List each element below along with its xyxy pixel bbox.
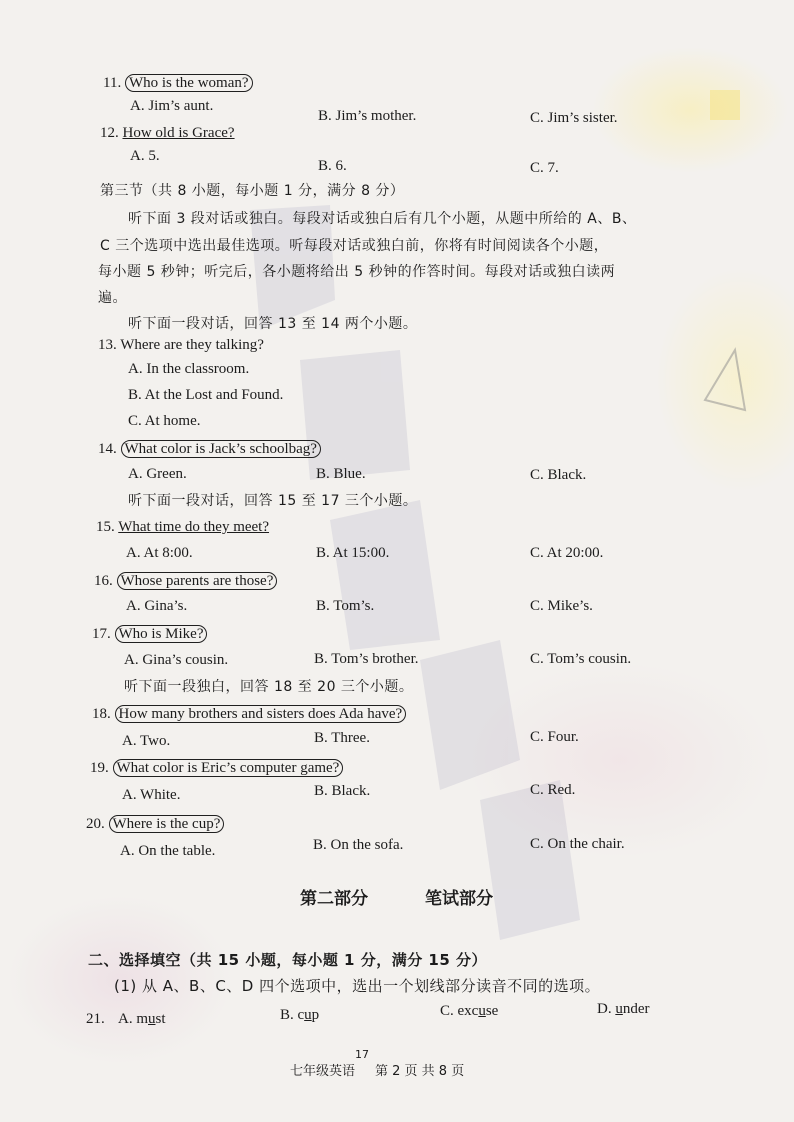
q21-option-c <box>440 1003 498 1020</box>
q11-option-a: A. Jim’s aunt. <box>130 98 214 114</box>
q11-text: Who is the woman? <box>125 74 253 92</box>
footer-subject: 七年级英语 <box>290 1064 356 1079</box>
yellow-triangle-mark <box>705 350 745 410</box>
q21-b-underlined: u <box>304 1007 312 1023</box>
q11-option-c: C. Jim’s sister. <box>530 110 618 126</box>
part2-label: 第二部分 <box>300 889 368 909</box>
q16-option-c: C. Mike’s. <box>530 598 593 614</box>
section3-instruction-4: 遍。 <box>98 290 127 306</box>
q21-c-prefix: C. exc <box>440 1003 479 1019</box>
q12-option-c: C. 7. <box>530 160 559 176</box>
q15-text: What time do they meet? <box>118 519 270 535</box>
q17-text: Who is Mike? <box>115 625 208 643</box>
q14-option-b: B. Blue. <box>316 466 366 482</box>
q21-b-prefix: B. c <box>280 1007 305 1023</box>
q20-num: 20. <box>86 816 105 832</box>
q15-option-a: A. At 8:00. <box>126 545 193 561</box>
q20-text: Where is the cup? <box>109 815 225 833</box>
q16-num: 16. <box>94 573 113 589</box>
q13-option-a: A. In the classroom. <box>128 361 250 377</box>
q21-num: 21. <box>86 1011 105 1027</box>
section3-instruction-2: C 三个选项中选出最佳选项。听每段对话或独白前，你将有时间阅读各个小题， <box>100 238 609 254</box>
q14-text: What color is Jack’s schoolbag? <box>121 440 321 458</box>
q16-question <box>94 572 277 590</box>
q18-option-b: B. Three. <box>314 730 370 746</box>
q14-option-a: A. Green. <box>128 466 187 482</box>
q13-text: Where are they talking? <box>120 337 264 353</box>
q16-option-b: B. Tom’s. <box>316 598 375 614</box>
part2-title: 笔试部分 <box>425 889 493 909</box>
q20-option-b: B. On the sofa. <box>313 837 404 853</box>
q19-text: What color is Eric’s computer game? <box>113 759 344 777</box>
q21-a-suffix: st <box>155 1011 166 1027</box>
section-two-title: 二、选择填空（共 15 小题，每小题 1 分，满分 15 分） <box>88 951 488 969</box>
q18-option-c: C. Four. <box>530 729 579 745</box>
q17-option-b: B. Tom’s brother. <box>314 651 419 667</box>
q19-option-b: B. Black. <box>314 783 371 799</box>
yellow-square-mark <box>710 90 740 120</box>
q12-question <box>100 124 235 142</box>
q14-num: 14. <box>98 441 117 457</box>
q21-c-suffix: se <box>485 1003 499 1019</box>
q19-option-c: C. Red. <box>530 782 576 798</box>
q11-question <box>103 74 253 92</box>
q11-num: 11. <box>103 75 122 91</box>
section3-instruction-1: 听下面 3 段对话或独白。每段对话或独白后有几个小题，从题中所给的 A、B、 <box>128 211 637 227</box>
q19-option-a: A. White. <box>122 787 181 803</box>
q20-option-a: A. On the table. <box>120 843 216 859</box>
footer-page: 第 2 页 共 8 页 <box>375 1064 465 1079</box>
q20-question <box>86 815 224 833</box>
q17-option-c: C. Tom’s cousin. <box>530 651 632 667</box>
q16-option-a: A. Gina’s. <box>126 598 188 614</box>
q18-text: How many brothers and sisters does Ada have? <box>115 705 407 723</box>
q13-question <box>98 336 264 354</box>
section3-title: 第三节（共 8 小题，每小题 1 分，满分 8 分） <box>100 183 405 199</box>
q18-num: 18. <box>92 706 111 722</box>
q13-num: 13. <box>98 337 117 353</box>
q21-d-suffix: nder <box>622 1001 650 1017</box>
q11-option-b: B. Jim’s mother. <box>318 108 417 124</box>
q13-option-c: C. At home. <box>128 413 201 429</box>
q15-question <box>96 518 269 536</box>
q21-option-a <box>118 1011 166 1028</box>
q13-option-b: B. At the Lost and Found. <box>128 387 284 403</box>
q19-num: 19. <box>90 760 109 776</box>
q17-question <box>92 625 207 643</box>
q21-d-prefix: D. <box>597 1001 616 1017</box>
section3-instruction-3: 每小题 5 秒钟；听完后，各小题将给出 5 秒钟的作答时间。每段对话或独白读两 <box>98 264 616 280</box>
q18-question <box>92 705 406 723</box>
q20-option-c: C. On the chair. <box>530 836 625 852</box>
q19-question <box>90 759 343 777</box>
q15-option-c: C. At 20:00. <box>530 545 604 561</box>
dialogue-2-intro: 听下面一段对话，回答 15 至 17 三个小题。 <box>128 493 418 509</box>
q21-a-underlined: u <box>148 1011 156 1027</box>
q21-d-underlined: u <box>615 1001 623 1017</box>
q12-num: 12. <box>100 125 119 141</box>
q21-option-d <box>597 1001 650 1018</box>
q21-a-prefix: A. m <box>118 1011 148 1027</box>
dialogue-3-intro: 听下面一段独白，回答 18 至 20 三个小题。 <box>124 679 414 695</box>
q14-question <box>98 440 321 458</box>
section-two-subinstruction: (1) 从 A、B、C、D 四个选项中，选出一个划线部分读音不同的选项。 <box>114 977 601 995</box>
q21-option-b <box>280 1007 319 1024</box>
q17-option-a: A. Gina’s cousin. <box>124 652 229 668</box>
q12-option-a: A. 5. <box>130 148 160 164</box>
dialogue-1-intro: 听下面一段对话，回答 13 至 14 两个小题。 <box>128 316 418 332</box>
q17-num: 17. <box>92 626 111 642</box>
q21-b-suffix: p <box>311 1007 320 1023</box>
q14-option-c: C. Black. <box>530 467 587 483</box>
q16-text: Whose parents are those? <box>117 572 278 590</box>
q21-c-underlined: u <box>478 1003 486 1019</box>
q12-option-b: B. 6. <box>318 158 347 174</box>
q15-option-b: B. At 15:00. <box>316 545 390 561</box>
q18-option-a: A. Two. <box>122 733 171 749</box>
q12-text: How old is Grace? <box>122 125 235 141</box>
footer-handwritten-mark: 17 <box>355 1048 369 1061</box>
q15-num: 15. <box>96 519 115 535</box>
